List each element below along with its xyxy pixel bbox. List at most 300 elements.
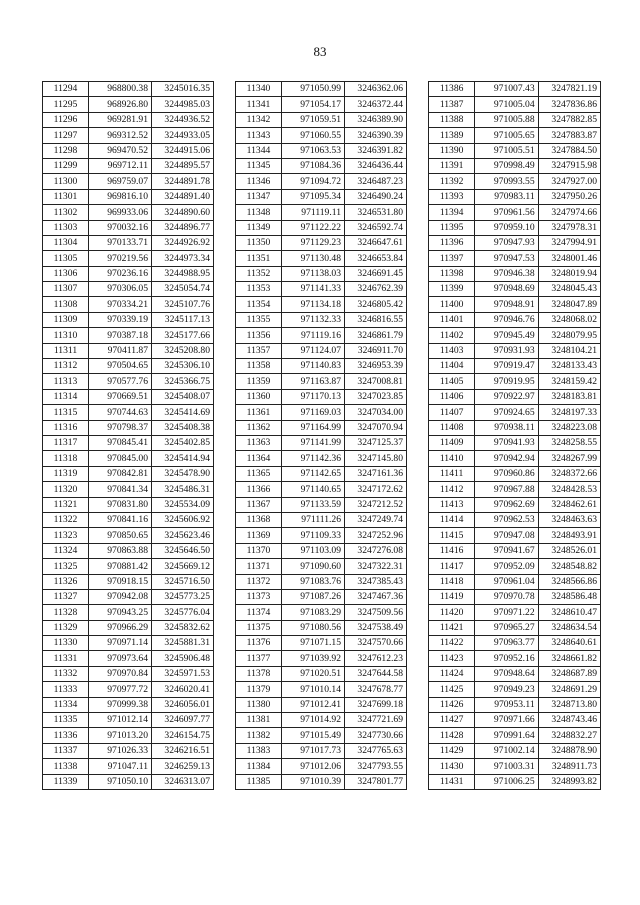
- table-row: [236, 82, 407, 97]
- y-coordinate-cell: 3248197.33: [538, 405, 600, 420]
- y-coordinate-cell: 3248428.53: [538, 482, 600, 497]
- y-coordinate-cell: 3248462.61: [538, 497, 600, 512]
- table-row: [43, 143, 214, 158]
- table-row: [429, 220, 601, 235]
- x-coordinate-cell: 971084.36: [282, 158, 345, 173]
- x-coordinate-cell: 971005.65: [475, 128, 538, 143]
- x-coordinate-cell: 970952.16: [475, 651, 538, 666]
- x-coordinate-cell: 971059.51: [282, 112, 345, 127]
- x-coordinate-cell: 970993.55: [475, 174, 538, 189]
- table-row: [429, 282, 601, 297]
- table-row: [236, 158, 407, 173]
- table-row: [43, 374, 214, 389]
- point-number-cell: 11410: [429, 451, 475, 466]
- y-coordinate-cell: 3246313.07: [152, 774, 214, 789]
- point-number-cell: 11406: [429, 389, 475, 404]
- table-row: [236, 435, 407, 450]
- point-number-cell: 11313: [43, 374, 89, 389]
- x-coordinate-cell: 969816.10: [89, 189, 152, 204]
- y-coordinate-cell: 3247212.52: [345, 497, 407, 512]
- y-coordinate-cell: 3245306.10: [152, 359, 214, 374]
- point-number-cell: 11424: [429, 666, 475, 681]
- point-number-cell: 11305: [43, 251, 89, 266]
- table-row: [43, 651, 214, 666]
- x-coordinate-cell: 971013.20: [89, 728, 152, 743]
- x-coordinate-cell: 968800.38: [89, 82, 152, 97]
- table-row: [43, 574, 214, 589]
- y-coordinate-cell: 3246953.39: [345, 359, 407, 374]
- y-coordinate-cell: 3246653.84: [345, 251, 407, 266]
- table-row: [429, 112, 601, 127]
- x-coordinate-cell: 971087.26: [282, 589, 345, 604]
- point-number-cell: 11304: [43, 235, 89, 250]
- table-row: [429, 343, 601, 358]
- y-coordinate-cell: 3247023.85: [345, 389, 407, 404]
- y-coordinate-cell: 3245366.75: [152, 374, 214, 389]
- point-number-cell: 11341: [236, 97, 282, 112]
- y-coordinate-cell: 3248743.46: [538, 713, 600, 728]
- table-row: [43, 282, 214, 297]
- table-row: [429, 559, 601, 574]
- y-coordinate-cell: 3244895.57: [152, 158, 214, 173]
- x-coordinate-cell: 971111.26: [282, 512, 345, 527]
- table-row: [429, 728, 601, 743]
- table-row: [429, 451, 601, 466]
- x-coordinate-cell: 971047.11: [89, 759, 152, 774]
- coordinate-table-body: [236, 82, 407, 790]
- y-coordinate-cell: 3247385.43: [345, 574, 407, 589]
- table-row: [236, 405, 407, 420]
- y-coordinate-cell: 3248993.82: [538, 774, 600, 789]
- table-row: [429, 374, 601, 389]
- x-coordinate-cell: 970334.21: [89, 297, 152, 312]
- table-row: [429, 251, 601, 266]
- table-row: [43, 528, 214, 543]
- y-coordinate-cell: 3246490.24: [345, 189, 407, 204]
- y-coordinate-cell: 3246389.90: [345, 112, 407, 127]
- table-row: [236, 128, 407, 143]
- point-number-cell: 11312: [43, 359, 89, 374]
- x-coordinate-cell: 970973.64: [89, 651, 152, 666]
- table-row: [429, 82, 601, 97]
- x-coordinate-cell: 971094.72: [282, 174, 345, 189]
- table-row: [236, 728, 407, 743]
- y-coordinate-cell: 3245117.13: [152, 312, 214, 327]
- table-row: [429, 774, 601, 789]
- y-coordinate-cell: 3247950.26: [538, 189, 600, 204]
- x-coordinate-cell: 971083.76: [282, 574, 345, 589]
- table-row: [236, 482, 407, 497]
- y-coordinate-cell: 3248258.55: [538, 435, 600, 450]
- x-coordinate-cell: 971133.59: [282, 497, 345, 512]
- y-coordinate-cell: 3248223.08: [538, 420, 600, 435]
- point-number-cell: 11323: [43, 528, 89, 543]
- point-number-cell: 11320: [43, 482, 89, 497]
- table-row: [43, 620, 214, 635]
- y-coordinate-cell: 3246391.82: [345, 143, 407, 158]
- x-coordinate-cell: 970219.56: [89, 251, 152, 266]
- x-coordinate-cell: 969281.91: [89, 112, 152, 127]
- table-row: [429, 174, 601, 189]
- point-number-cell: 11386: [429, 82, 475, 97]
- x-coordinate-cell: 971005.88: [475, 112, 538, 127]
- table-row: [43, 743, 214, 758]
- x-coordinate-cell: 970948.91: [475, 297, 538, 312]
- table-row: [429, 297, 601, 312]
- y-coordinate-cell: 3247801.77: [345, 774, 407, 789]
- y-coordinate-cell: 3245408.07: [152, 389, 214, 404]
- point-number-cell: 11387: [429, 97, 475, 112]
- table-row: [236, 543, 407, 558]
- point-number-cell: 11315: [43, 405, 89, 420]
- point-number-cell: 11335: [43, 713, 89, 728]
- table-row: [236, 174, 407, 189]
- point-number-cell: 11326: [43, 574, 89, 589]
- table-row: [43, 682, 214, 697]
- point-number-cell: 11371: [236, 559, 282, 574]
- y-coordinate-cell: 3247678.77: [345, 682, 407, 697]
- y-coordinate-cell: 3244926.92: [152, 235, 214, 250]
- table-row: [429, 605, 601, 620]
- table-row: [236, 466, 407, 481]
- y-coordinate-cell: 3245016.35: [152, 82, 214, 97]
- table-row: [43, 205, 214, 220]
- x-coordinate-cell: 971132.33: [282, 312, 345, 327]
- x-coordinate-cell: 970948.64: [475, 666, 538, 681]
- table-row: [43, 605, 214, 620]
- x-coordinate-cell: 971050.99: [282, 82, 345, 97]
- table-row: [236, 420, 407, 435]
- point-number-cell: 11376: [236, 636, 282, 651]
- point-number-cell: 11306: [43, 266, 89, 281]
- table-row: [429, 697, 601, 712]
- y-coordinate-cell: 3247883.87: [538, 128, 600, 143]
- y-coordinate-cell: 3246816.55: [345, 312, 407, 327]
- x-coordinate-cell: 971010.14: [282, 682, 345, 697]
- y-coordinate-cell: 3248493.91: [538, 528, 600, 543]
- x-coordinate-cell: 971130.48: [282, 251, 345, 266]
- table-row: [236, 682, 407, 697]
- x-coordinate-cell: 970971.14: [89, 636, 152, 651]
- table-row: [43, 420, 214, 435]
- point-number-cell: 11381: [236, 713, 282, 728]
- y-coordinate-cell: 3245408.38: [152, 420, 214, 435]
- x-coordinate-cell: 970850.65: [89, 528, 152, 543]
- x-coordinate-cell: 970504.65: [89, 359, 152, 374]
- point-number-cell: 11374: [236, 605, 282, 620]
- table-row: [429, 143, 601, 158]
- y-coordinate-cell: 3248133.43: [538, 359, 600, 374]
- x-coordinate-cell: 970938.11: [475, 420, 538, 435]
- table-row: [236, 759, 407, 774]
- point-number-cell: 11431: [429, 774, 475, 789]
- y-coordinate-cell: 3247730.66: [345, 728, 407, 743]
- y-coordinate-cell: 3247884.50: [538, 143, 600, 158]
- point-number-cell: 11332: [43, 666, 89, 681]
- x-coordinate-cell: 970941.93: [475, 435, 538, 450]
- y-coordinate-cell: 3247644.58: [345, 666, 407, 681]
- table-row: [236, 528, 407, 543]
- table-row: [236, 713, 407, 728]
- point-number-cell: 11380: [236, 697, 282, 712]
- point-number-cell: 11343: [236, 128, 282, 143]
- point-number-cell: 11309: [43, 312, 89, 327]
- y-coordinate-cell: 3248267.99: [538, 451, 600, 466]
- x-coordinate-cell: 970918.15: [89, 574, 152, 589]
- x-coordinate-cell: 970942.94: [475, 451, 538, 466]
- point-number-cell: 11403: [429, 343, 475, 358]
- y-coordinate-cell: 3246362.06: [345, 82, 407, 97]
- point-number-cell: 11314: [43, 389, 89, 404]
- y-coordinate-cell: 3247249.74: [345, 512, 407, 527]
- y-coordinate-cell: 3248911.73: [538, 759, 600, 774]
- point-number-cell: 11383: [236, 743, 282, 758]
- x-coordinate-cell: 971138.03: [282, 266, 345, 281]
- table-row: [43, 266, 214, 281]
- point-number-cell: 11398: [429, 266, 475, 281]
- x-coordinate-cell: 970924.65: [475, 405, 538, 420]
- x-coordinate-cell: 970971.66: [475, 713, 538, 728]
- x-coordinate-cell: 971103.09: [282, 543, 345, 558]
- table-row: [429, 666, 601, 681]
- point-number-cell: 11421: [429, 620, 475, 635]
- x-coordinate-cell: 971014.92: [282, 713, 345, 728]
- table-row: [429, 266, 601, 281]
- y-coordinate-cell: 3246861.79: [345, 328, 407, 343]
- x-coordinate-cell: 970863.88: [89, 543, 152, 558]
- table-row: [429, 636, 601, 651]
- table-row: [429, 682, 601, 697]
- y-coordinate-cell: 3244896.77: [152, 220, 214, 235]
- table-row: [429, 651, 601, 666]
- y-coordinate-cell: 3244988.95: [152, 266, 214, 281]
- table-row: [43, 466, 214, 481]
- point-number-cell: 11416: [429, 543, 475, 558]
- y-coordinate-cell: 3247570.66: [345, 636, 407, 651]
- point-number-cell: 11298: [43, 143, 89, 158]
- x-coordinate-cell: 970961.56: [475, 205, 538, 220]
- x-coordinate-cell: 970945.49: [475, 328, 538, 343]
- y-coordinate-cell: 3248001.46: [538, 251, 600, 266]
- y-coordinate-cell: 3247721.69: [345, 713, 407, 728]
- point-number-cell: 11369: [236, 528, 282, 543]
- x-coordinate-cell: 971017.73: [282, 743, 345, 758]
- point-number-cell: 11324: [43, 543, 89, 558]
- y-coordinate-cell: 3246531.80: [345, 205, 407, 220]
- y-coordinate-cell: 3248068.02: [538, 312, 600, 327]
- y-coordinate-cell: 3244933.05: [152, 128, 214, 143]
- y-coordinate-cell: 3245054.74: [152, 282, 214, 297]
- table-row: [43, 97, 214, 112]
- point-number-cell: 11413: [429, 497, 475, 512]
- y-coordinate-cell: 3246056.01: [152, 697, 214, 712]
- point-number-cell: 11329: [43, 620, 89, 635]
- x-coordinate-cell: 971020.51: [282, 666, 345, 681]
- table-row: [429, 574, 601, 589]
- point-number-cell: 11354: [236, 297, 282, 312]
- x-coordinate-cell: 970983.11: [475, 189, 538, 204]
- y-coordinate-cell: 3246216.51: [152, 743, 214, 758]
- point-number-cell: 11327: [43, 589, 89, 604]
- table-row: [429, 128, 601, 143]
- x-coordinate-cell: 970845.00: [89, 451, 152, 466]
- y-coordinate-cell: 3244973.34: [152, 251, 214, 266]
- point-number-cell: 11299: [43, 158, 89, 173]
- x-coordinate-cell: 971005.04: [475, 97, 538, 112]
- x-coordinate-cell: 970339.19: [89, 312, 152, 327]
- point-number-cell: 11336: [43, 728, 89, 743]
- table-row: [43, 128, 214, 143]
- point-number-cell: 11408: [429, 420, 475, 435]
- x-coordinate-cell: 971002.14: [475, 743, 538, 758]
- y-coordinate-cell: 3247509.56: [345, 605, 407, 620]
- point-number-cell: 11368: [236, 512, 282, 527]
- x-coordinate-cell: 971054.17: [282, 97, 345, 112]
- point-number-cell: 11367: [236, 497, 282, 512]
- y-coordinate-cell: 3244915.06: [152, 143, 214, 158]
- table-row: [429, 482, 601, 497]
- table-row: [429, 543, 601, 558]
- y-coordinate-cell: 3248372.66: [538, 466, 600, 481]
- table-row: [236, 512, 407, 527]
- y-coordinate-cell: 3246487.23: [345, 174, 407, 189]
- table-row: [236, 143, 407, 158]
- table-row: [43, 359, 214, 374]
- y-coordinate-cell: 3247172.62: [345, 482, 407, 497]
- y-coordinate-cell: 3246805.42: [345, 297, 407, 312]
- y-coordinate-cell: 3247915.98: [538, 158, 600, 173]
- table-row: [236, 251, 407, 266]
- y-coordinate-cell: 3247765.63: [345, 743, 407, 758]
- point-number-cell: 11378: [236, 666, 282, 681]
- y-coordinate-cell: 3245773.25: [152, 589, 214, 604]
- table-row: [429, 158, 601, 173]
- point-number-cell: 11379: [236, 682, 282, 697]
- y-coordinate-cell: 3244891.78: [152, 174, 214, 189]
- point-number-cell: 11339: [43, 774, 89, 789]
- y-coordinate-cell: 3248548.82: [538, 559, 600, 574]
- y-coordinate-cell: 3247276.08: [345, 543, 407, 558]
- x-coordinate-cell: 971164.99: [282, 420, 345, 435]
- x-coordinate-cell: 970949.23: [475, 682, 538, 697]
- y-coordinate-cell: 3245414.94: [152, 451, 214, 466]
- table-row: [236, 574, 407, 589]
- y-coordinate-cell: 3248019.94: [538, 266, 600, 281]
- x-coordinate-cell: 971140.65: [282, 482, 345, 497]
- x-coordinate-cell: 971170.13: [282, 389, 345, 404]
- point-number-cell: 11425: [429, 682, 475, 697]
- x-coordinate-cell: 970946.38: [475, 266, 538, 281]
- x-coordinate-cell: 970831.80: [89, 497, 152, 512]
- x-coordinate-cell: 971026.33: [89, 743, 152, 758]
- x-coordinate-cell: 971163.87: [282, 374, 345, 389]
- y-coordinate-cell: 3246372.44: [345, 97, 407, 112]
- table-row: [43, 389, 214, 404]
- table-row: [429, 235, 601, 250]
- point-number-cell: 11349: [236, 220, 282, 235]
- point-number-cell: 11402: [429, 328, 475, 343]
- point-number-cell: 11417: [429, 559, 475, 574]
- y-coordinate-cell: 3248691.29: [538, 682, 600, 697]
- table-row: [43, 297, 214, 312]
- x-coordinate-cell: 969759.07: [89, 174, 152, 189]
- table-row: [43, 759, 214, 774]
- y-coordinate-cell: 3244890.60: [152, 205, 214, 220]
- point-number-cell: 11418: [429, 574, 475, 589]
- table-row: [43, 451, 214, 466]
- y-coordinate-cell: 3247978.31: [538, 220, 600, 235]
- y-coordinate-cell: 3247008.81: [345, 374, 407, 389]
- point-number-cell: 11345: [236, 158, 282, 173]
- point-number-cell: 11302: [43, 205, 89, 220]
- y-coordinate-cell: 3247612.23: [345, 651, 407, 666]
- point-number-cell: 11294: [43, 82, 89, 97]
- point-number-cell: 11353: [236, 282, 282, 297]
- coordinate-table-body: [43, 82, 214, 790]
- point-number-cell: 11391: [429, 158, 475, 173]
- table-row: [43, 251, 214, 266]
- x-coordinate-cell: 970306.05: [89, 282, 152, 297]
- table-row: [43, 512, 214, 527]
- y-coordinate-cell: 3245414.69: [152, 405, 214, 420]
- point-number-cell: 11310: [43, 328, 89, 343]
- point-number-cell: 11356: [236, 328, 282, 343]
- x-coordinate-cell: 970998.49: [475, 158, 538, 173]
- x-coordinate-cell: 970798.37: [89, 420, 152, 435]
- table-row: [236, 220, 407, 235]
- point-number-cell: 11428: [429, 728, 475, 743]
- x-coordinate-cell: 970922.97: [475, 389, 538, 404]
- point-number-cell: 11412: [429, 482, 475, 497]
- x-coordinate-cell: 970970.78: [475, 589, 538, 604]
- point-number-cell: 11384: [236, 759, 282, 774]
- y-coordinate-cell: 3246020.41: [152, 682, 214, 697]
- point-number-cell: 11344: [236, 143, 282, 158]
- table-row: [43, 543, 214, 558]
- point-number-cell: 11394: [429, 205, 475, 220]
- point-number-cell: 11350: [236, 235, 282, 250]
- point-number-cell: 11348: [236, 205, 282, 220]
- point-number-cell: 11392: [429, 174, 475, 189]
- point-number-cell: 11297: [43, 128, 89, 143]
- x-coordinate-cell: 970133.71: [89, 235, 152, 250]
- y-coordinate-cell: 3245906.48: [152, 651, 214, 666]
- point-number-cell: 11301: [43, 189, 89, 204]
- x-coordinate-cell: 971090.60: [282, 559, 345, 574]
- y-coordinate-cell: 3248832.27: [538, 728, 600, 743]
- point-number-cell: 11414: [429, 512, 475, 527]
- x-coordinate-cell: 970977.72: [89, 682, 152, 697]
- x-coordinate-cell: 970881.42: [89, 559, 152, 574]
- table-row: [429, 312, 601, 327]
- x-coordinate-cell: 971005.51: [475, 143, 538, 158]
- y-coordinate-cell: 3246436.44: [345, 158, 407, 173]
- table-row: [236, 451, 407, 466]
- point-number-cell: 11307: [43, 282, 89, 297]
- x-coordinate-cell: 971050.10: [89, 774, 152, 789]
- point-number-cell: 11351: [236, 251, 282, 266]
- y-coordinate-cell: 3247467.36: [345, 589, 407, 604]
- x-coordinate-cell: 971134.18: [282, 297, 345, 312]
- y-coordinate-cell: 3247252.96: [345, 528, 407, 543]
- y-coordinate-cell: 3245486.31: [152, 482, 214, 497]
- x-coordinate-cell: 970577.76: [89, 374, 152, 389]
- y-coordinate-cell: 3245107.76: [152, 297, 214, 312]
- y-coordinate-cell: 3247974.66: [538, 205, 600, 220]
- table-row: [429, 466, 601, 481]
- table-row: [236, 235, 407, 250]
- x-coordinate-cell: 969712.11: [89, 158, 152, 173]
